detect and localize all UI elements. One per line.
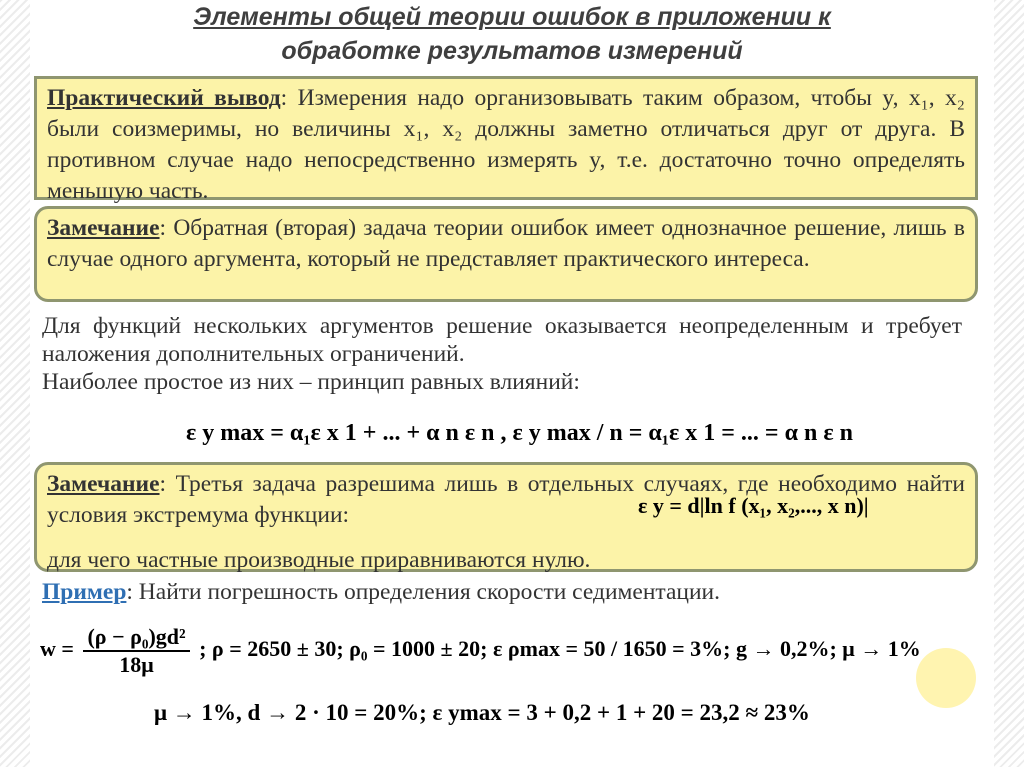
extremum-formula: ε y = d|ln f (x₁, x₂,..., x n)| — [638, 493, 869, 518]
remark-2-text-end: для чего частные производные приравниваются нулю. — [47, 547, 591, 573]
remark-2-text: : Третья задача разрешима лишь в отдельных случаях, где необходимо найти условия экстремума функции: — [47, 471, 965, 528]
paragraph-text: Для функций нескольких аргументов решение оказывается неопределенным и требует наложения дополнительных ограничений. — [42, 313, 962, 367]
fraction — [83, 624, 189, 678]
equal-influence-formula: ε y max = α₁ε x 1 + ... + α n ε n , ε y max / n = α₁ε x 1 = ... = α n ε n — [186, 420, 853, 446]
paragraph-last-line: Наиболее простое из них – принцип равных влияний: — [42, 369, 580, 395]
right-decorative-stripe — [994, 0, 1024, 767]
fraction-denominator: 18μ — [119, 652, 154, 677]
title-line-2: обработке результатов измерений — [281, 37, 743, 65]
slide-title — [30, 0, 994, 68]
slide — [30, 0, 994, 767]
total-error-formula: μ → 1%, d → 2 · 10 = 20%; ε ymax = 3 + 0,2 + 1 + 20 = 23,2 ≈ 23% — [154, 700, 810, 725]
practical-conclusion-box — [34, 76, 978, 204]
practical-conclusion-label: Практический вывод — [47, 85, 281, 111]
decorative-circle — [916, 648, 976, 708]
formula-values: ; ρ = 2650 ± 30; ρ₀ = 1000 ± 20; ε ρmax = 50 / 1650 = 3%; g → 0,2%; μ → 1% — [199, 636, 921, 662]
remark-box-1 — [34, 206, 978, 302]
sedimentation-formula — [40, 624, 921, 678]
title-line-1: Элементы общей теории ошибок в приложении к — [193, 3, 831, 31]
remark-2-label: Замечание — [47, 471, 160, 497]
equal-influence-paragraph — [42, 312, 962, 396]
example-text: : Найти погрешность определения скорости седиментации. — [126, 579, 721, 605]
remark-1-text: : Обратная (вторая) задача теории ошибок имеет однозначное решение, лишь в случае одного аргумента, который не представляет практического интереса. — [47, 215, 965, 272]
left-decorative-stripe — [0, 0, 30, 767]
formula-lhs: w = — [40, 636, 74, 662]
fraction-numerator: (ρ − ρ₀)gd² — [83, 624, 189, 652]
remark-1-label: Замечание — [47, 215, 160, 241]
practical-conclusion-text: : Измерения надо организовывать таким образом, чтобы y, x₁, x₂ были соизмеримы, но величины x₁, x₂ должны заметно отличаться друг от друга. В противном случае надо непосредственно измерять y, т.е. достаточно точно определять меньшую часть. — [47, 85, 965, 204]
example-line — [42, 578, 962, 606]
example-label: Пример — [42, 579, 127, 605]
